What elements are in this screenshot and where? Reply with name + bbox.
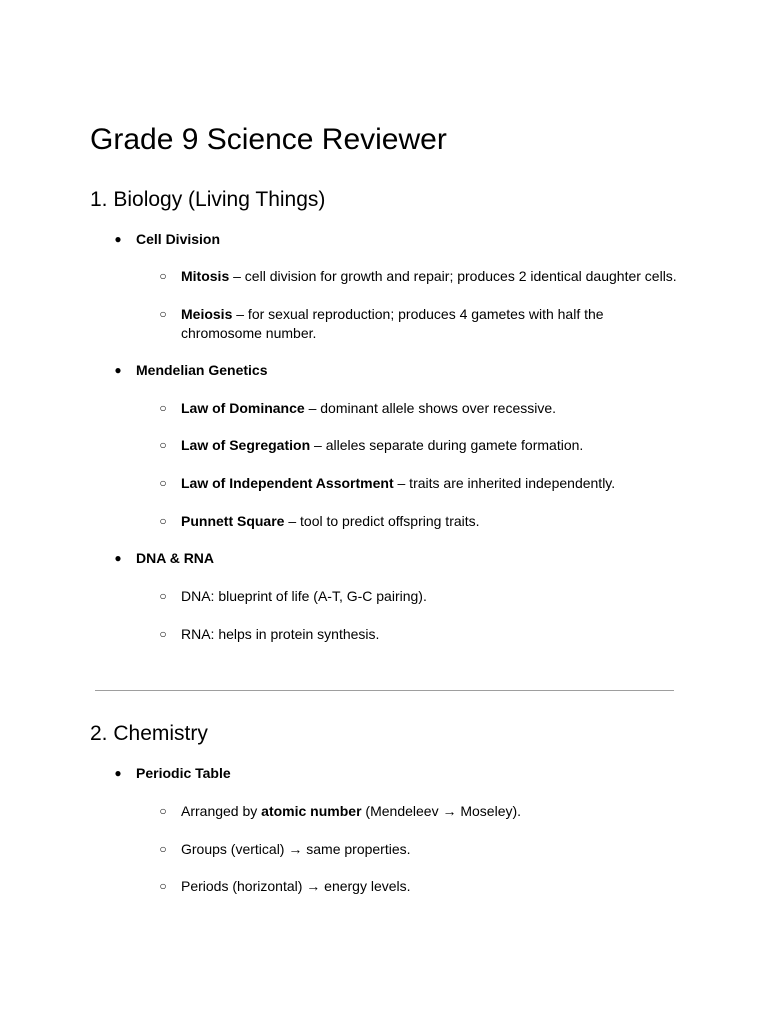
sub-list-item-text — [181, 305, 611, 343]
sub-bullet-icon: ○ — [159, 514, 167, 528]
sub-bullet-icon: ○ — [159, 476, 167, 490]
term-law-of-segregation: Law of Segregation — [181, 437, 311, 453]
sub-bullet-icon: ○ — [159, 842, 167, 856]
sub-bullet-icon: ○ — [159, 589, 167, 603]
sub-list-item-text — [181, 436, 681, 455]
section-divider — [95, 690, 674, 691]
sub-list-item-text: Periods (horizontal) → energy levels. — [181, 878, 411, 894]
definition-law-of-dominance: – dominant allele shows over recessive. — [304, 400, 557, 416]
sub-list-item-text — [181, 474, 681, 493]
sub-bullet-icon: ○ — [159, 269, 167, 283]
term-law-of-dominance: Law of Dominance — [181, 400, 305, 416]
term-law-of-independent-assortment: Law of Independent Assortment — [181, 475, 394, 491]
list-item-label: Mendelian Genetics — [136, 362, 268, 378]
definition-meiosis: – for sexual reproduction; produces 4 gametes with half the chromosome number. — [181, 306, 604, 341]
definition-punnett-square: – tool to predict offspring traits. — [284, 513, 480, 529]
list-item-label: Cell Division — [136, 231, 221, 247]
section-heading-biology: 1. Biology (Living Things) — [90, 188, 326, 211]
bullet-icon: ● — [114, 766, 122, 780]
sub-list-item-text: DNA: blueprint of life (A-T, G-C pairing). — [181, 588, 427, 604]
sub-bullet-icon: ○ — [159, 401, 167, 415]
definition-law-of-independent-assortment: – traits are inherited independently. — [393, 475, 616, 491]
sub-list-item-text — [181, 512, 681, 531]
arranged-suffix: (Mendeleev → Moseley). — [361, 803, 522, 819]
arranged-prefix: Arranged by — [181, 803, 262, 819]
sub-bullet-icon: ○ — [159, 307, 167, 321]
sub-list-item-text — [181, 802, 681, 821]
sub-bullet-icon: ○ — [159, 627, 167, 641]
term-atomic-number: atomic number — [261, 803, 362, 819]
term-punnett-square: Punnett Square — [181, 513, 285, 529]
bullet-icon: ● — [114, 363, 122, 377]
sub-list-item-text — [181, 399, 681, 418]
sub-list-item-text: Groups (vertical) → same properties. — [181, 841, 411, 857]
sub-list-item-text — [181, 267, 681, 286]
sub-bullet-icon: ○ — [159, 438, 167, 452]
definition-law-of-segregation: – alleles separate during gamete formation. — [310, 437, 584, 453]
sub-bullet-icon: ○ — [159, 879, 167, 893]
document-title: Grade 9 Science Reviewer — [90, 123, 447, 156]
term-meiosis: Meiosis — [181, 306, 233, 322]
sub-list-item-text: RNA: helps in protein synthesis. — [181, 626, 380, 642]
list-item-label: DNA & RNA — [136, 550, 215, 566]
section-heading-chemistry: 2. Chemistry — [90, 722, 208, 745]
list-item-label: Periodic Table — [136, 765, 231, 781]
sub-bullet-icon: ○ — [159, 804, 167, 818]
term-mitosis: Mitosis — [181, 268, 230, 284]
bullet-icon: ● — [114, 232, 122, 246]
definition-mitosis: – cell division for growth and repair; produces 2 identical daughter cells. — [229, 268, 677, 284]
bullet-icon: ● — [114, 551, 122, 565]
